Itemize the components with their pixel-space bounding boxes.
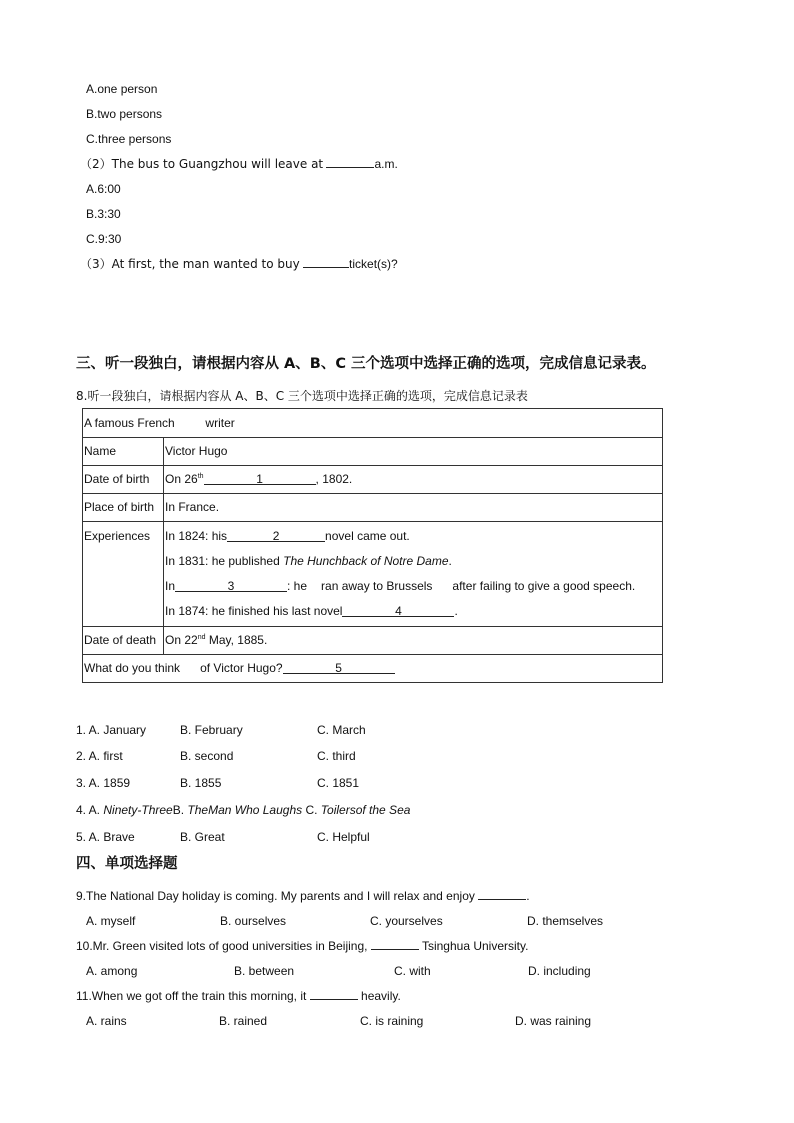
q7-s1-option-b: B.two persons xyxy=(86,107,163,121)
q11-stem-end: heavily. xyxy=(361,989,401,1003)
q11-option-b: B. rained xyxy=(219,1014,268,1028)
q10-option-a: A. among xyxy=(86,964,138,978)
think-a: What do you think xyxy=(84,661,181,675)
q11-option-a: A. rains xyxy=(86,1014,127,1028)
q7-s3-stem-text: （3）At first, the man wanted to buy xyxy=(80,257,300,271)
exp1-pre: In 1824: his xyxy=(165,529,228,543)
exp3-mid: : he xyxy=(287,579,308,593)
q11-stem-text: 11.When we got off the train this morning, it xyxy=(76,989,307,1003)
q7-s1-option-c: C.three persons xyxy=(86,132,172,146)
opt3-c: C. 1851 xyxy=(317,776,360,790)
death-pre: On 22 xyxy=(165,633,198,647)
table-row xyxy=(83,409,663,438)
q9-option-c: C. yourselves xyxy=(370,914,443,928)
q10-blank xyxy=(371,938,419,950)
opt1-c: C. March xyxy=(317,723,366,737)
death-value xyxy=(164,627,663,655)
q9-option-b: B. ourselves xyxy=(220,914,287,928)
birth-pre: On 26 xyxy=(165,472,198,486)
q7-s2-stem xyxy=(80,156,398,172)
exp3-pre: In xyxy=(165,579,176,593)
name-label: Name xyxy=(83,438,164,466)
option-row-4 xyxy=(76,802,410,818)
exp3-a: ran away to Brussels xyxy=(321,579,433,593)
table-title-cell xyxy=(83,409,663,438)
q9-option-d: D. themselves xyxy=(527,914,604,928)
opt4-a: Ninety-Three xyxy=(103,803,173,817)
birth-post: , 1802. xyxy=(315,472,353,486)
q9-option-a: A. myself xyxy=(86,914,136,928)
experience-1824 xyxy=(165,524,661,549)
exp2-post: . xyxy=(448,554,452,568)
q9-stem-end: . xyxy=(526,889,530,903)
opt2-a: 2. A. first xyxy=(76,749,123,763)
birth-label: Date of birth xyxy=(83,466,164,494)
exp4-post: . xyxy=(454,604,458,618)
q9-stem-text: 9.The National Day holiday is coming. My parents and I will relax and enjoy xyxy=(76,889,475,903)
table-row xyxy=(83,466,663,494)
q10-stem-text: 10.Mr. Green visited lots of good universities in Beijing, xyxy=(76,939,368,953)
exp2-pre: In 1831: he published xyxy=(165,554,284,568)
blank-5: 5 xyxy=(283,662,395,674)
q7-s1-option-a: A.one person xyxy=(86,82,158,96)
q7-s3-stem-end: ticket(s)? xyxy=(349,257,398,271)
death-label: Date of death xyxy=(83,627,164,655)
q10-stem-end: Tsinghua University. xyxy=(421,939,529,953)
blank-2: 2 xyxy=(227,530,325,542)
experience-1874 xyxy=(165,599,661,624)
q7-s2-blank xyxy=(326,156,374,168)
q10-stem xyxy=(76,938,528,954)
q11-blank xyxy=(310,988,358,1000)
exp4-pre: In 1874: he finished his last novel xyxy=(165,604,343,618)
blank-3: 3 xyxy=(175,580,287,592)
q7-s2-option-a: A.6:00 xyxy=(86,182,121,196)
q7-s3-stem xyxy=(80,256,398,272)
q11-option-c: C. is raining xyxy=(360,1014,424,1028)
experiences-value xyxy=(164,522,663,627)
death-sup: nd xyxy=(197,634,206,641)
opt3-b: B. 1855 xyxy=(180,776,222,790)
opt2-c: C. third xyxy=(317,749,356,763)
q7-s2-stem-end: a.m. xyxy=(374,157,398,171)
opt4-b-label: B. xyxy=(172,803,188,817)
opt1-b: B. February xyxy=(180,723,243,737)
opt4-b: TheMan Who Laughs xyxy=(187,803,303,817)
q8-stem: 8.听一段独白，请根据内容从 A、B、C 三个选项中选择正确的选项，完成信息记录表 xyxy=(76,389,528,403)
opt1-a: 1. A. January xyxy=(76,723,147,737)
blank-4: 4 xyxy=(342,605,454,617)
exp2-title: The Hunchback of Notre Dame xyxy=(283,554,449,568)
table-row xyxy=(83,438,663,466)
experience-blank-3 xyxy=(165,574,661,599)
table-row xyxy=(83,627,663,655)
q11-option-d: D. was raining xyxy=(515,1014,592,1028)
exp3-b: after failing to give a good speech. xyxy=(452,579,636,593)
section4-heading: 四、单项选择题 xyxy=(76,856,178,872)
table-row xyxy=(83,655,663,683)
q9-blank xyxy=(478,888,526,900)
q10-option-d: D. including xyxy=(528,964,591,978)
opt4-c-label: C. xyxy=(302,803,321,817)
think-cell xyxy=(83,655,663,683)
q10-option-b: B. between xyxy=(234,964,295,978)
exp1-post: novel came out. xyxy=(325,529,410,543)
opt4-a-label: 4. A. xyxy=(76,803,104,817)
q7-s2-option-b: B.3:30 xyxy=(86,207,121,221)
opt5-a: 5. A. Brave xyxy=(76,830,135,844)
place-label: Place of birth xyxy=(83,494,164,522)
table-title-b: writer xyxy=(205,415,235,430)
blank-1: 1 xyxy=(204,473,316,485)
place-value: In France. xyxy=(164,494,663,522)
q7-s3-blank xyxy=(303,256,349,268)
name-value: Victor Hugo xyxy=(164,438,663,466)
q9-stem xyxy=(76,888,530,904)
q7-s2-option-c: C.9:30 xyxy=(86,232,122,246)
section3-heading: 三、听一段独白，请根据内容从 A、B、C 三个选项中选择正确的选项，完成信息记录表。 xyxy=(76,356,656,372)
birth-value xyxy=(164,466,663,494)
opt5-c: C. Helpful xyxy=(317,830,370,844)
opt3-a: 3. A. 1859 xyxy=(76,776,131,790)
experiences-label: Experiences xyxy=(83,522,164,627)
table-row xyxy=(83,494,663,522)
think-b: of Victor Hugo? xyxy=(200,661,283,675)
q11-stem xyxy=(76,988,401,1004)
info-record-table xyxy=(82,408,663,683)
q10-option-c: C. with xyxy=(394,964,431,978)
birth-sup: th xyxy=(197,473,204,480)
death-post: May, 1885. xyxy=(205,633,268,647)
opt5-b: B. Great xyxy=(180,830,225,844)
q7-s2-stem-text: （2）The bus to Guangzhou will leave at xyxy=(80,157,324,171)
option-row-1 xyxy=(76,722,146,738)
table-row xyxy=(83,522,663,627)
opt4-c: Toilersof the Sea xyxy=(320,803,411,817)
opt2-b: B. second xyxy=(180,749,234,763)
experience-1831 xyxy=(165,549,661,574)
table-title-a: A famous French xyxy=(84,415,175,430)
